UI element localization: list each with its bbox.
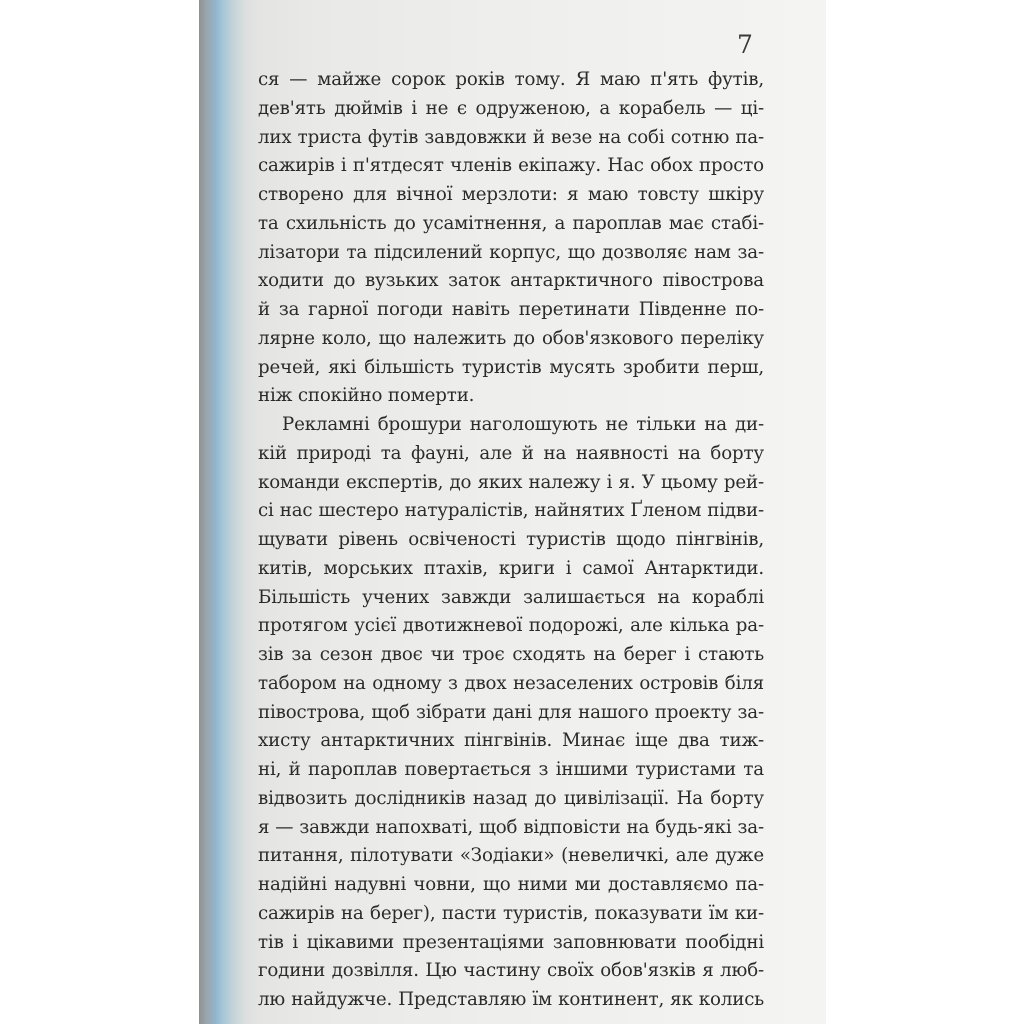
text-line: ся — майже сорок років тому. Я маю п'ять футів, xyxy=(258,69,764,90)
text-line: речей, які більшість туристів мусять зробити перш, xyxy=(258,356,764,378)
text-line: зів за сезон двоє чи троє сходять на берег і стають xyxy=(258,644,764,665)
text-line: дев'ять дюймів і не є одруженою, а корабель — ці- xyxy=(258,97,764,119)
text-line: лих триста футів завдовжки й везе на собі сотню па- xyxy=(258,126,764,148)
text-line: я — завжди напохваті, щоб відповісти на будь-які за- xyxy=(258,816,764,838)
text-line: ні, й пароплав повертається з іншими туристами та xyxy=(258,759,764,780)
paragraph-start-line: Рекламні брошури наголошують не тільки на ди- xyxy=(282,414,764,435)
text-line: протягом усієї двотижневої подорожі, але кілька ра- xyxy=(258,615,764,637)
text-line: години дозвілля. Цю частину своїх обов'язків я люб- xyxy=(258,960,764,982)
text-line: й за гарної погоди навіть перетинати Південне по- xyxy=(258,299,764,320)
text-line: відвозить дослідників назад до цивілізації. На борту xyxy=(258,787,764,809)
text-line: кій природі та фауні, але й на наявності на борту xyxy=(258,442,764,464)
body-text xyxy=(258,66,764,1015)
text-line: надійні надувні човни, що ними ми доставляємо па- xyxy=(258,874,764,895)
text-line: китів, морських птахів, криги і самої Антарктиди. xyxy=(258,557,764,579)
text-line: питання, пілотувати «Зодіаки» (невеличкі, але дуже xyxy=(258,845,764,867)
text-line: лю найдужче. Представляю їм континент, як колись xyxy=(258,989,764,1010)
text-line: щувати рівень освіченості туристів щодо пінгвінів, xyxy=(258,529,764,550)
text-line: сажирів на берег), пасти туристів, показувати їм ки- xyxy=(258,902,764,924)
text-line: ходити до вузьких заток антарктичного півострова xyxy=(258,270,764,292)
page-number: 7 xyxy=(737,30,753,59)
text-line: Більшість учених завжди залишається на кораблі xyxy=(258,586,764,608)
text-line: команди експертів, до яких належу і я. У цьому рей- xyxy=(258,471,764,493)
paragraph-end-line: ніж спокійно померти. xyxy=(258,385,475,407)
text-line: хисту антарктичних пінгвінів. Минає іще два тиж- xyxy=(258,730,764,752)
text-line: тів і цікавими презентаціями заповнювати пообідні xyxy=(258,931,764,953)
text-line: табором на одному з двох незаселених островів біля xyxy=(258,672,764,694)
text-line: та схильність до усамітнення, а пароплав має стабі- xyxy=(258,212,764,234)
text-line: сажирів і п'ятдесят членів екіпажу. Нас обох просто xyxy=(258,155,764,177)
text-line: створено для вічної мерзлоти: я маю товсту шкіру xyxy=(258,184,764,205)
text-line: півострова, щоб зібрати дані для нашого проекту за- xyxy=(258,701,764,723)
text-line: лярне коло, що належить до обов'язкового переліку xyxy=(258,327,764,349)
text-line: сі нас шестеро натуралістів, найнятих Ґленом підви- xyxy=(258,500,764,522)
text-line: лізатори та підсилений корпус, що дозволяє нам за- xyxy=(258,241,764,263)
book-page xyxy=(199,0,826,1024)
